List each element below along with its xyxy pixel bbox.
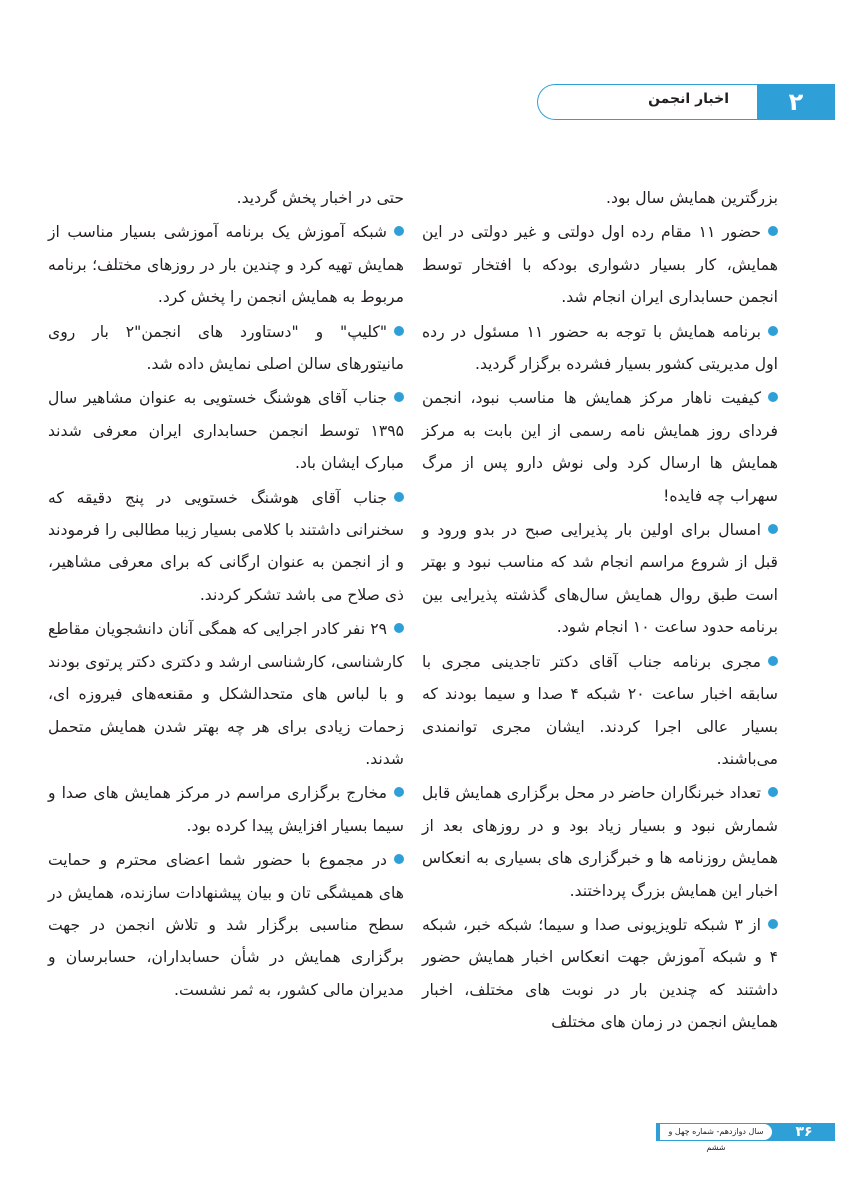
list-item: "کلیپ" و "دستاورد های انجمن"۲ بار روی مانیتورهای سالن اصلی نمایش داده شد. (48, 322, 404, 374)
section-title: اخبار انجمن (648, 91, 729, 107)
list-item: از ۳ شبکه تلویزیونی صدا و سیما؛ شبکه خبر، شبکه ۴ و شبکه آموزش جهت انعکاس اخبار همایش حضور داشتند که چندین بار در نوبت های مختلف، اخبار همایش انجمن در زمان های مختلف (422, 915, 778, 1032)
bullet-icon (394, 854, 404, 864)
list-item: برنامه همایش با توجه به حضور ۱۱ مسئول در رده اول مدیریتی کشور بسیار فشرده برگزار گردید. (422, 322, 778, 374)
bullet-icon (768, 326, 778, 336)
left-column-lead: حتی در اخبار پخش گردید. (236, 189, 404, 207)
page-number: ۳۶ (795, 1124, 813, 1140)
bullet-icon (768, 524, 778, 534)
bullet-icon (394, 787, 404, 797)
list-item: ۲۹ نفر کادر اجرایی که همگی آنان دانشجویان مقاطع کارشناسی، کارشناسی ارشد و دکتری دکتر پرتوی بودند و با لباس های متحدالشکل و مقنعه‌های فیروزه ای، زحمات زیادی برای هر چه بهتر شدن همایش متحمل شدند. (48, 620, 404, 768)
list-item: در مجموع با حضور شما اعضای محترم و حمایت های همیشگی تان و بیان پیشنهادات سازنده، همایش در سطح مناسبی برگزار شد و تلاش انجمن در جهت برگزاری همایش در شأن حسابداران، حسابرسان و مدیران مالی کشور، به ثمر نشست. (48, 851, 404, 999)
issue-label: سال دوازدهم- شماره چهل و ششم (660, 1124, 772, 1140)
left-column (48, 182, 404, 1006)
bullet-icon (768, 226, 778, 236)
list-item: تعداد خبرنگاران حاضر در محل برگزاری همایش قابل شمارش نبود و بسیار زیاد بود و در روزهای بعد از همایش روزنامه ها و خبرگزاری های بسیاری به انعکاس اخبار این همایش بزرگ پرداختند. (422, 784, 778, 900)
list-item: جناب آقای هوشنگ خستویی به عنوان مشاهیر سال ۱۳۹۵ توسط انجمن حسابداری ایران معرفی شدند مبارک ایشان باد. (48, 389, 404, 473)
bullet-icon (394, 392, 404, 402)
bullet-icon (768, 787, 778, 797)
bullet-icon (768, 919, 778, 929)
section-number-badge: ۲ (757, 84, 835, 120)
list-item: کیفیت ناهار مرکز همایش ها مناسب نبود، انجمن فردای روز همایش نامه رسمی از این بابت به مرکز همایش ها ارسال کرد ولی نوش دارو پس از مرگ سهراب چه فایده! (422, 389, 778, 505)
list-item: حضور ۱۱ مقام رده اول دولتی و غیر دولتی در این همایش، کار بسیار دشواری بودکه با افتخار توسط انجمن حسابداری ایران انجام شد. (422, 223, 778, 307)
bullet-icon (768, 392, 778, 402)
right-column-lead: بزرگترین همایش سال بود. (606, 189, 778, 207)
bullet-icon (394, 623, 404, 633)
bullet-icon (394, 492, 404, 502)
right-column (422, 182, 778, 1039)
bullet-icon (394, 326, 404, 336)
list-item: جناب آقای هوشنگ خستویی در پنج دقیقه که سخنرانی داشتند با کلامی بسیار زیبا مطالبی را فرمودند و از انجمن به عنوان ارگانی که برای معرفی مشاهیر، ذی صلاح می باشد تشکر کردند. (48, 488, 404, 604)
list-item: امسال برای اولین بار پذیرایی صبح در بدو ورود و قبل از شروع مراسم انجام شد که مناسب نبود و بهتر است طبق روال همایش سال‌های گذشته پذیرایی بین برنامه حدود ساعت ۱۰ انجام شود. (422, 521, 778, 637)
bullet-icon (394, 226, 404, 236)
list-item: شبکه آموزش یک برنامه آموزشی بسیار مناسب از همایش تهیه کرد و چندین بار در روزهای مختلف؛ برنامه مربوط به همایش انجمن را پخش کرد. (48, 223, 404, 307)
list-item: مخارج برگزاری مراسم در مرکز همایش های صدا و سیما بسیار افزایش پیدا کرده بود. (48, 784, 404, 835)
list-item: مجری برنامه جناب آقای دکتر تاجدینی مجری با سابقه اخبار ساعت ۲۰ شبکه ۴ صدا و سیما بودند که بسیار عالی اجرا کردند. ایشان مجری توانمندی می‌باشند. (422, 652, 778, 768)
bullet-icon (768, 656, 778, 666)
